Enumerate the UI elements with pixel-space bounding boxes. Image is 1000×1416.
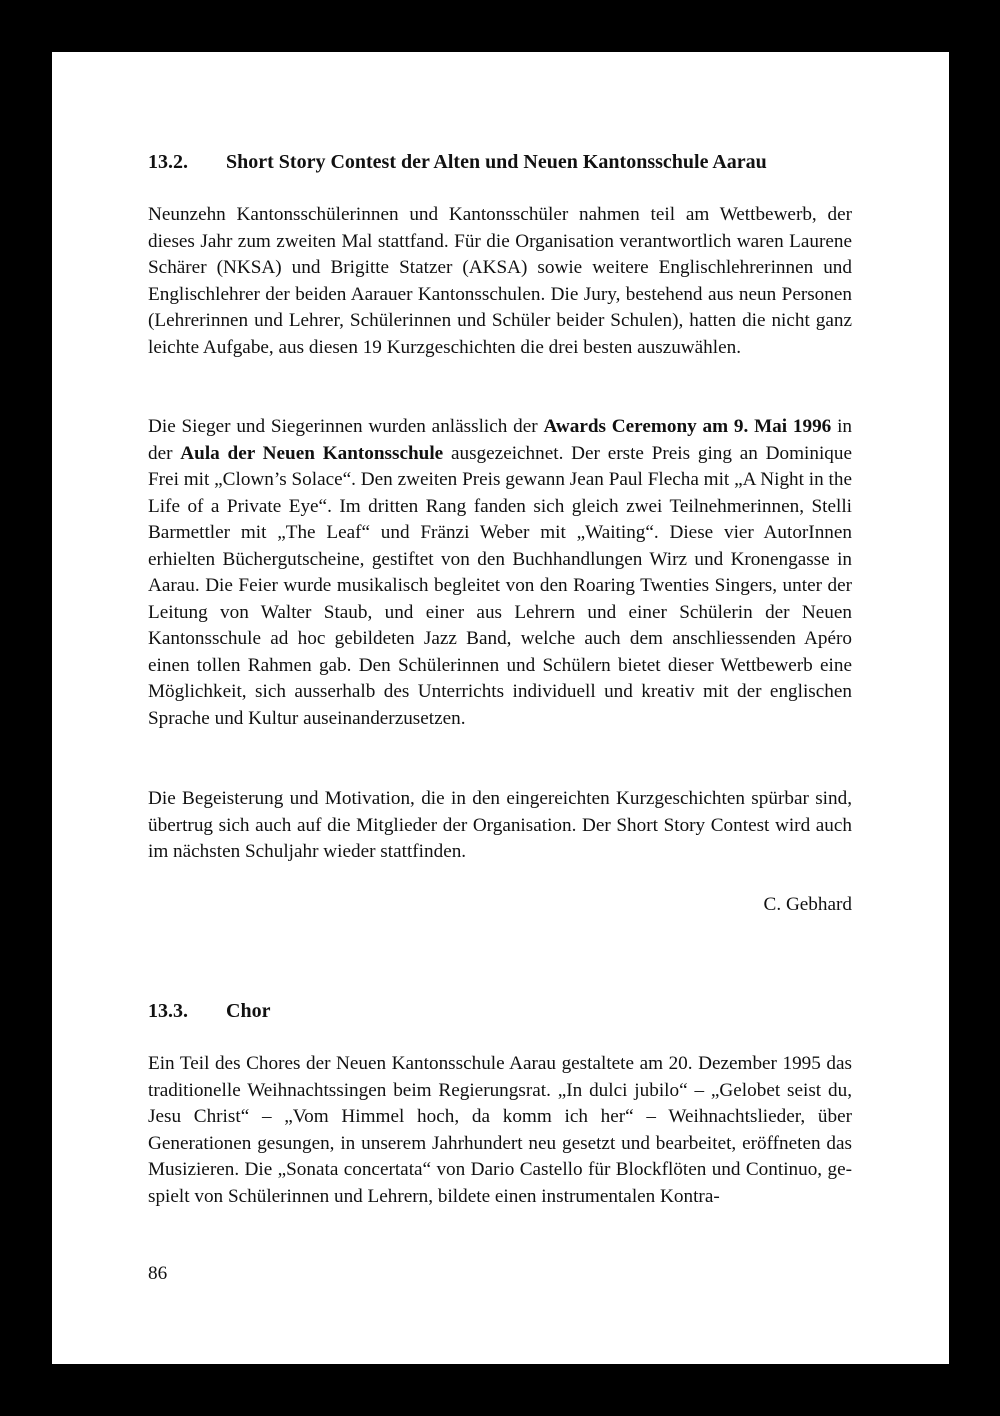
section-heading-13-3 xyxy=(148,998,270,1024)
contest-paragraph-3: Die Begeisterung und Motivation, die in den eingereichten Kurzgeschichten spürbar sind, übertrug sich auch auf die Mitglieder der Organisation. Der Short Story Contest wird auch im nächsten Schuljahr wieder stattfinden. xyxy=(148,788,852,862)
page-number: 86 xyxy=(148,1263,168,1284)
contest-paragraph-1: Neunzehn Kantonsschülerinnen und Kantonsschüler nahmen teil am Wettbewerb, der dieses Jahr zum zweiten Mal stattfand. Für die Organisation verantwortlich waren Laurene Schärer (NKSA) und Brigitte Statzer (AKSA) sowie weitere Englischlehrerinnen und Englischlehrer der beiden Aarauer Kantonsschulen. Die Jury, bestehend aus neun Personen (Lehrerinnen und Lehrer, Schülerinnen und Schüler beider Schulen), hatten die nicht ganz leichte Aufgabe, aus diesen 19 Kurzgeschichten die drei besten auszuwählen. xyxy=(148,204,852,358)
aula-bold: Aula der Neuen Kantonsschule xyxy=(180,442,444,464)
section-title: Short Story Contest der Alten und Neuen Kantonsschule Aarau xyxy=(226,151,767,173)
paragraph-text: ausgezeichnet. Der erste Preis ging an Dominique Frei mit „Clown’s Solace“. Den zweiten Preis gewann Jean Paul Flecha mit „A Night in the Life of a Private Eye“. Im dritten Rang fanden sich gleich zwei Teilnehmerinnen, Stelli Barmettler mit „The Leaf“ und Fränzi Weber mit „Waiting“. Diese vier AutorInnen erhielten Büchergutscheine, gestiftet von den Buchhandlungen Wirz und Kronengasse in Aarau. Die Feier wurde musikalisch begleitet von den Roaring Twenties Singers, unter der Leitung von Walter Staub, und einer aus Lehrern und einer Schülerin der Neuen Kantonsschule ad hoc gebildeten Jazz Band, welche auch dem anschliessenden Apéro einen tollen Rahmen gab. Den Schülerinnen und Schülern bietet dieser Wettbewerb eine Möglichkeit, sich ausserhalb des Unterrichts individuell und kreativ mit der englischen Sprache und Kultur auseinanderzusetzen. xyxy=(148,442,853,729)
section-number: 13.2. xyxy=(148,151,188,173)
section-heading-13-2 xyxy=(148,149,767,175)
section-number: 13.3. xyxy=(148,1000,188,1022)
choir-paragraph-1: Ein Teil des Chores der Neuen Kantonsschule Aarau gestaltete am 20. Dezember 1995 das traditionelle Weihnachtssingen beim Regierungsrat. „In dulci jubilo“ – „Gelobet seist du, Jesu Christ“ – „Vom Himmel hoch, da komm ich her“ – Weihnachtslieder, über Generationen gesungen, in unserem Jahrhundert neu gesetzt und bearbeitet, eröffneten das Musizieren. Die „Sonata concertata“ von Dario Castello für Blockflöten und Continuo, gespielt von Schülerinnen und Lehrern, bildete einen instrumentalen Kontra- xyxy=(148,1053,852,1207)
contest-paragraph-2 xyxy=(148,414,852,732)
section-title: Chor xyxy=(226,1000,271,1022)
document-page xyxy=(52,52,949,1364)
paragraph-text: in der xyxy=(148,416,853,464)
author-signature: C. Gebhard xyxy=(763,894,852,915)
awards-ceremony-bold: Awards Ceremony am 9. Mai 1996 xyxy=(543,416,832,437)
paragraph-text: Die Sieger und Siegerinnen wurden anlässlich der xyxy=(148,416,538,437)
